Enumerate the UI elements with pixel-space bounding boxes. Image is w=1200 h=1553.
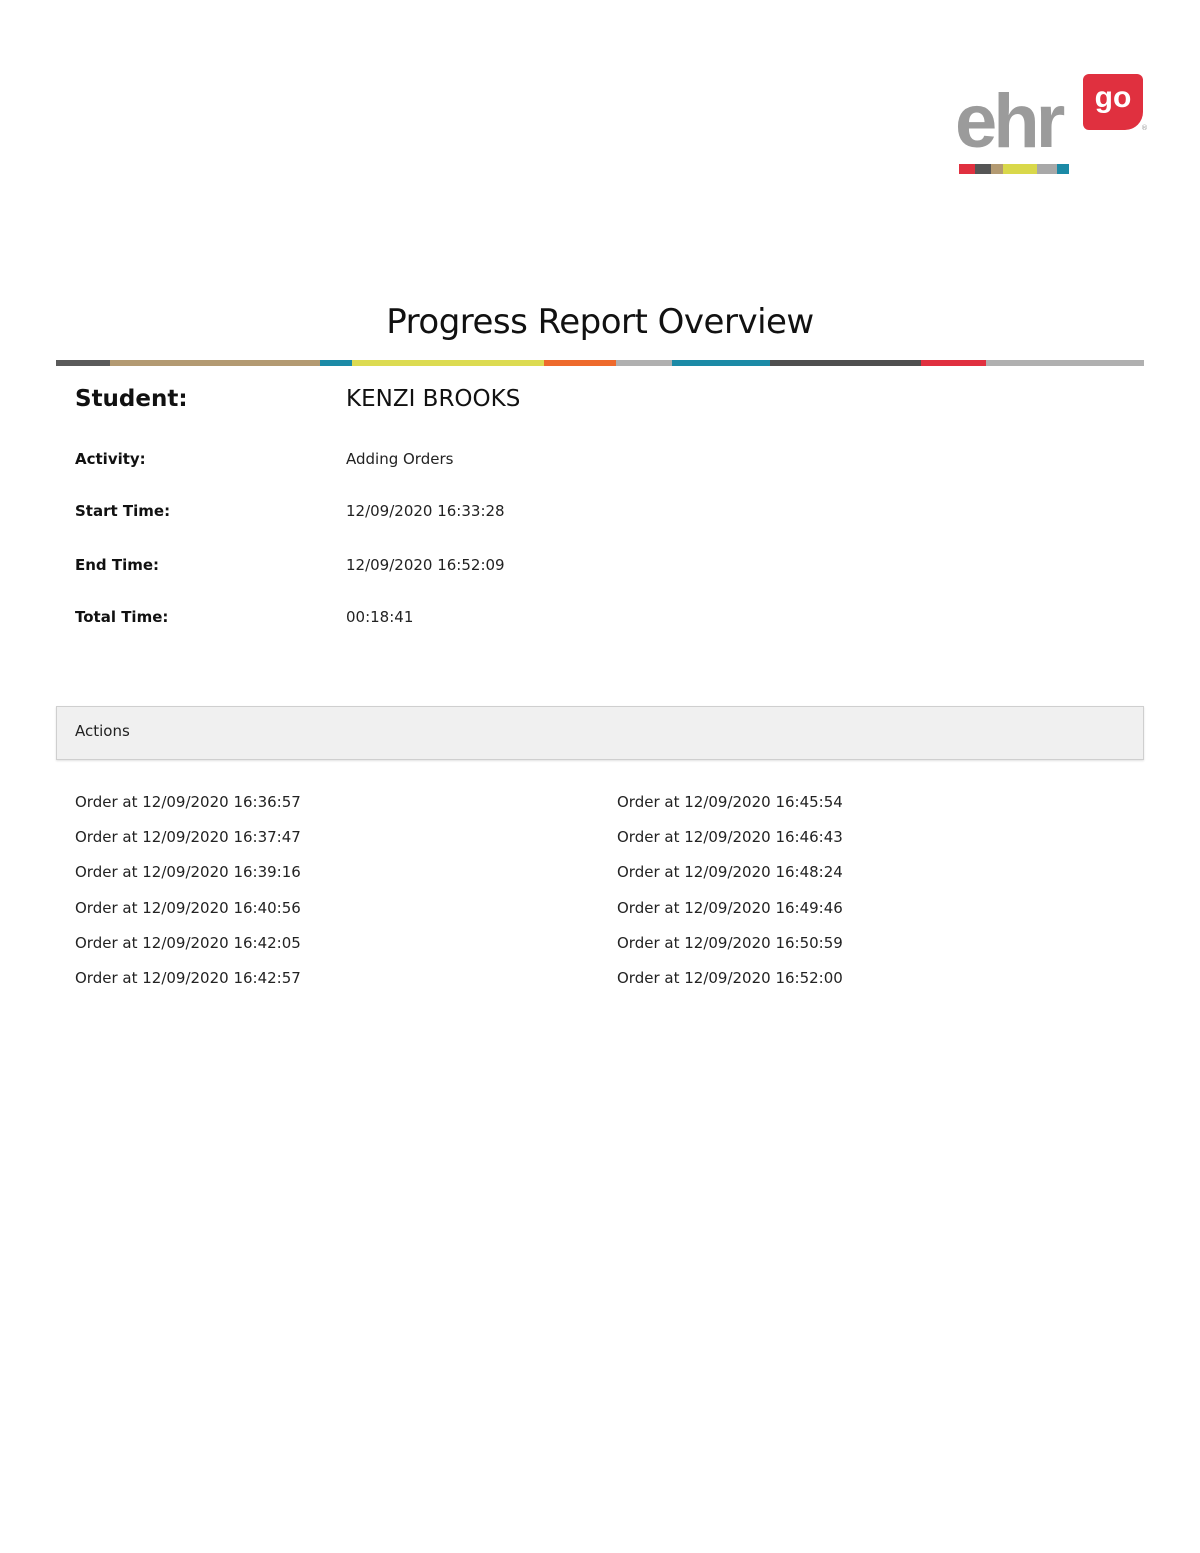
divider-segment: [352, 360, 544, 366]
student-name: KENZI BROOKS: [346, 386, 521, 412]
action-item: Order at 12/09/2020 16:39:16: [75, 863, 301, 882]
action-item: Order at 12/09/2020 16:52:00: [617, 968, 843, 987]
divider-segment: [770, 360, 921, 366]
activity-value: Adding Orders: [346, 450, 454, 468]
logo-stripe-segment: [975, 164, 991, 174]
actions-title: Actions: [75, 722, 130, 740]
logo-stripe-segment: [1037, 164, 1057, 174]
start-time-value: 12/09/2020 16:33:28: [346, 502, 505, 520]
logo-registered-mark: ®: [1141, 124, 1148, 132]
ehrgo-logo: [955, 72, 1147, 178]
divider-segment: [672, 360, 770, 366]
action-item: Order at 12/09/2020 16:42:05: [75, 933, 301, 952]
divider-segment: [110, 360, 320, 366]
logo-stripe-segment: [1057, 164, 1069, 174]
action-item: Order at 12/09/2020 16:40:56: [75, 898, 301, 917]
page-title: Progress Report Overview: [386, 302, 814, 342]
total-time-value: 00:18:41: [346, 608, 414, 626]
logo-color-stripe: [959, 164, 1069, 174]
student-label: Student:: [75, 386, 188, 412]
action-item: Order at 12/09/2020 16:46:43: [617, 828, 843, 847]
action-item: Order at 12/09/2020 16:49:46: [617, 898, 843, 917]
divider-segment: [320, 360, 352, 366]
actions-list-right: [617, 790, 843, 1001]
actions-list-left: [75, 790, 301, 1001]
end-time-value: 12/09/2020 16:52:09: [346, 556, 505, 574]
divider-segment: [616, 360, 672, 366]
logo-stripe-segment: [1021, 164, 1037, 174]
logo-stripe-segment: [991, 164, 1003, 174]
divider-segment: [921, 360, 986, 366]
logo-go-badge: go: [1083, 74, 1143, 130]
action-item: Order at 12/09/2020 16:45:54: [617, 793, 843, 811]
logo-stripe-segment: [1003, 164, 1021, 174]
action-item: Order at 12/09/2020 16:37:47: [75, 828, 301, 847]
divider-segment: [986, 360, 1144, 366]
actions-panel-header: [56, 706, 1144, 760]
action-item: Order at 12/09/2020 16:36:57: [75, 793, 301, 811]
action-item: Order at 12/09/2020 16:48:24: [617, 863, 843, 882]
total-time-label: Total Time:: [75, 608, 169, 626]
activity-label: Activity:: [75, 450, 146, 468]
divider-segment: [56, 360, 110, 366]
action-item: Order at 12/09/2020 16:42:57: [75, 968, 301, 987]
logo-stripe-segment: [959, 164, 975, 174]
end-time-label: End Time:: [75, 556, 160, 574]
start-time-label: Start Time:: [75, 502, 171, 520]
divider-segment: [544, 360, 616, 366]
logo-wordmark: ehr: [955, 79, 1062, 164]
color-divider: [56, 360, 1144, 366]
action-item: Order at 12/09/2020 16:50:59: [617, 933, 843, 952]
